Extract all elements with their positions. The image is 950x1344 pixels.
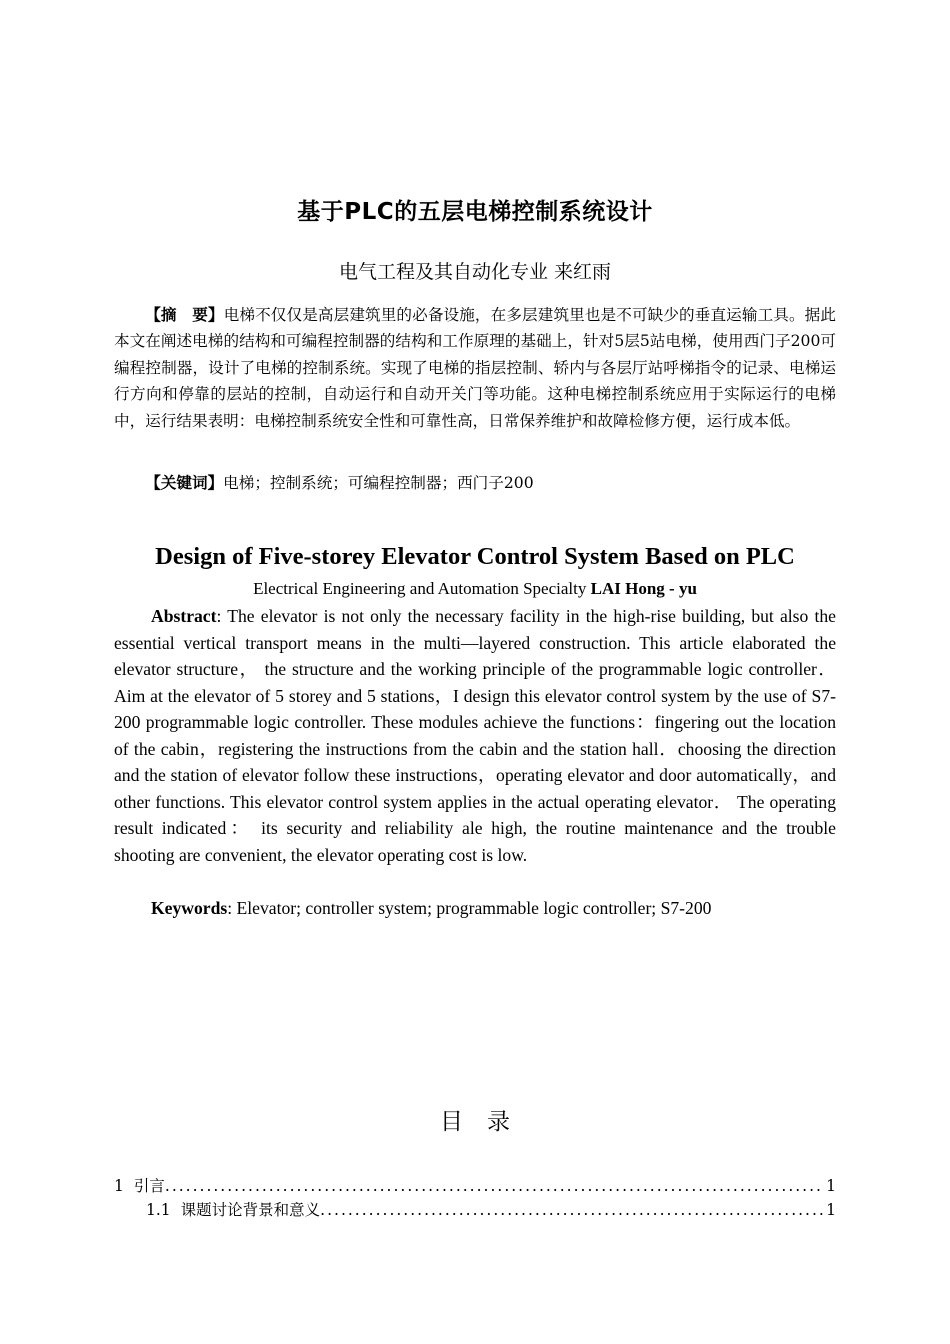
toc-title: 目录 xyxy=(440,1109,534,1135)
chinese-abstract-label: 【摘 要】 xyxy=(145,306,224,324)
english-keywords-label: Keywords xyxy=(151,898,228,918)
english-author-name: LAI Hong - yu xyxy=(590,579,697,598)
chinese-title: 基于PLC的五层电梯控制系统设计 xyxy=(297,199,653,225)
chinese-keywords xyxy=(114,470,836,496)
english-keywords xyxy=(114,895,836,921)
toc-entry-number: 1.1 xyxy=(146,1201,171,1219)
chinese-keywords-text: 电梯；控制系统；可编程控制器；西门子200 xyxy=(223,474,534,492)
english-abstract-text: : The elevator is not only the necessary facility in the high-rise building, but also the essential vertical transport means in the multi—layered construction. This article elaborated the elevator structure， the structure and the working principle of the programmable logic controller．Aim at the elevator of 5 storey and 5 stations，I design this elevator control system by the use of S7-200 programmable logic controller. These modules achieve the functions：fingering out the location of the cabin，registering the instructions from the cabin and the station hall．choosing the direction and the station of elevator follow these instructions，operating elevator and door automatically，and other functions. This elevator control system applies in the actual operating elevator． The operating result indicated： its security and reliability ale high, the routine maintenance and the trouble shooting are convenient, the elevator operating cost is low. xyxy=(114,606,836,865)
toc-entry[interactable] xyxy=(146,1198,836,1222)
chinese-keywords-label: 【关键词】 xyxy=(145,474,224,492)
english-title: Design of Five-storey Elevator Control System Based on PLC xyxy=(155,543,795,570)
toc-entry-label: 课题讨论背景和意义 xyxy=(180,1201,321,1219)
chinese-author-line: 电气工程及其自动化专业 来红雨 xyxy=(338,261,612,283)
toc-dot-leader xyxy=(165,1174,824,1198)
toc-entry-label: 引言 xyxy=(133,1177,165,1195)
english-keywords-text: : Elevator; controller system; programmable logic controller; S7-200 xyxy=(227,898,712,918)
english-specialty: Electrical Engineering and Automation Specialty xyxy=(253,579,591,598)
english-abstract xyxy=(114,603,836,868)
english-abstract-label: Abstract xyxy=(151,606,217,626)
toc-entry-page: 1 xyxy=(826,1177,836,1195)
toc-entry-page: 1 xyxy=(826,1201,836,1219)
toc-entry[interactable] xyxy=(114,1174,836,1198)
toc-entry-number: 1 xyxy=(114,1177,124,1195)
chinese-abstract-text: 电梯不仅仅是高层建筑里的必备设施，在多层建筑里也是不可缺少的垂直运输工具。据此本文在阐述电梯的结构和可编程控制器的结构和工作原理的基础上，针对5层5站电梯，使用西门子200可编程控制器，设计了电梯的控制系统。实现了电梯的指层控制、轿内与各层厅站呼梯指令的记录、电梯运行方向和停靠的层站的控制，自动运行和自动开关门等功能。这种电梯控制系统应用于实际运行的电梯中，运行结果表明：电梯控制系统安全性和可靠性高，日常保养维护和故障检修方便，运行成本低。 xyxy=(114,306,836,430)
toc-dot-leader xyxy=(320,1198,824,1222)
english-author-line xyxy=(0,579,950,599)
chinese-abstract xyxy=(114,302,836,434)
